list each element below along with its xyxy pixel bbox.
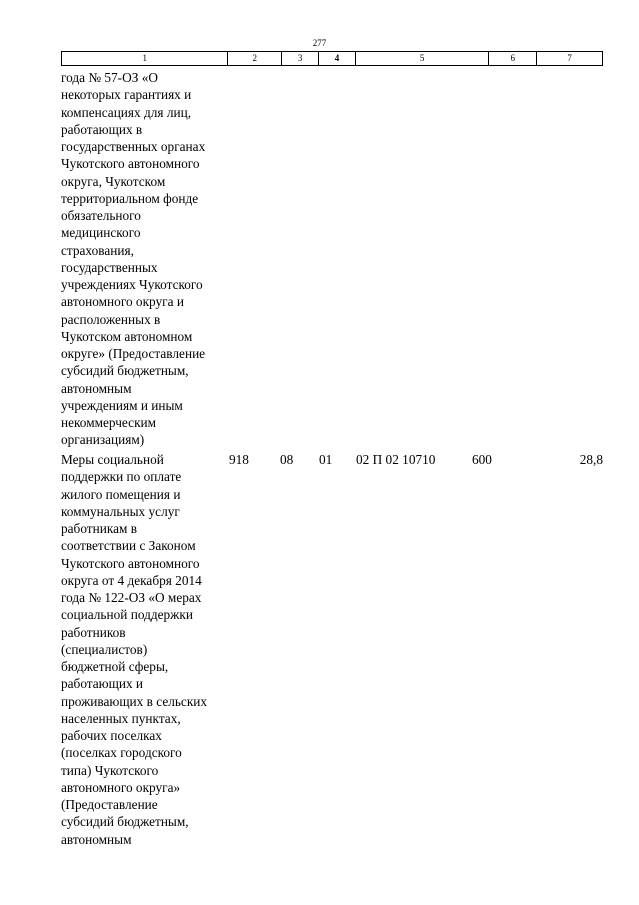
sum-value: 28,8: [579, 452, 603, 467]
header-col-1: 1: [62, 52, 228, 65]
text-line: населенных пунктах,: [61, 710, 181, 726]
text-line: автономным: [61, 380, 132, 396]
subsection-code: 01: [319, 452, 333, 467]
text-line: обязательного: [61, 208, 141, 223]
page-number: 277: [312, 38, 327, 48]
ministry-code: 918: [229, 452, 249, 467]
text-line: (специалистов): [61, 641, 148, 657]
text-line: медицинского: [61, 225, 141, 241]
header-col-4: 4: [319, 52, 356, 65]
text-line: государственных органах: [61, 139, 206, 154]
text-line: Чукотском автономном: [61, 328, 193, 344]
target-article-code: 02 П 02 10710: [356, 452, 436, 467]
text-line: года № 57-ОЗ «О: [61, 70, 158, 85]
text-line: субсидий бюджетным,: [61, 363, 189, 379]
text-line: (Предоставление: [61, 797, 158, 812]
text-line: учреждениях Чукотского: [61, 277, 203, 292]
text-line: работающих и: [61, 676, 144, 692]
text-line: организациям): [61, 432, 145, 448]
text-line: государственных: [61, 259, 158, 275]
text-line: округе» (Предоставление: [61, 346, 206, 361]
text-line: некоторых гарантиях и: [61, 87, 192, 103]
text-line: проживающих в сельских: [61, 693, 208, 709]
text-line: Чукотского автономного: [61, 555, 200, 571]
text-line: типа) Чукотского: [61, 762, 159, 778]
text-line: учреждениям и иным: [61, 397, 183, 413]
header-col-5: 5: [356, 52, 490, 65]
text-line: социальной поддержки: [61, 607, 193, 623]
text-line: соответствии с Законом: [61, 538, 196, 554]
text-line: коммунальных услуг: [61, 503, 180, 519]
text-line: (поселках городского: [61, 745, 182, 761]
text-line: автономного округа и: [61, 294, 184, 310]
text-line: Чукотского автономного: [61, 156, 200, 172]
header-col-6: 6: [489, 52, 537, 65]
text-line: года № 122-ОЗ «О мерах: [61, 590, 202, 605]
table-header-row: [61, 51, 603, 66]
text-line: некоммерческим: [61, 415, 157, 430]
text-line: компенсациях для лиц,: [61, 104, 192, 120]
header-col-7: 7: [567, 53, 572, 63]
text-line: округа, Чукотском: [61, 173, 166, 189]
text-line: рабочих поселках: [61, 728, 162, 743]
section-code: 08: [280, 452, 294, 467]
text-line: автономным: [61, 831, 132, 847]
text-line: территориальном фонде: [61, 190, 199, 206]
text-line: жилого помещения и: [61, 486, 181, 502]
text-line: субсидий бюджетным,: [61, 814, 189, 830]
text-line: бюджетной сферы,: [61, 659, 169, 674]
text-line: работников: [61, 624, 126, 640]
continued-description: [61, 69, 231, 449]
row-description: [61, 451, 231, 848]
text-line: автономного округа»: [61, 779, 181, 795]
text-line: расположенных в: [61, 311, 161, 327]
text-line: округа от 4 декабря 2014: [61, 572, 202, 588]
expense-type-code: 600: [472, 452, 492, 467]
text-line: работникам в: [61, 521, 138, 536]
text-line: Меры социальной: [61, 452, 164, 467]
text-line: поддержки по оплате: [61, 469, 182, 485]
header-col-3: 3: [282, 52, 319, 65]
text-line: страхования,: [61, 242, 134, 258]
text-line: работающих в: [61, 121, 143, 137]
header-col-2: 2: [228, 52, 282, 65]
